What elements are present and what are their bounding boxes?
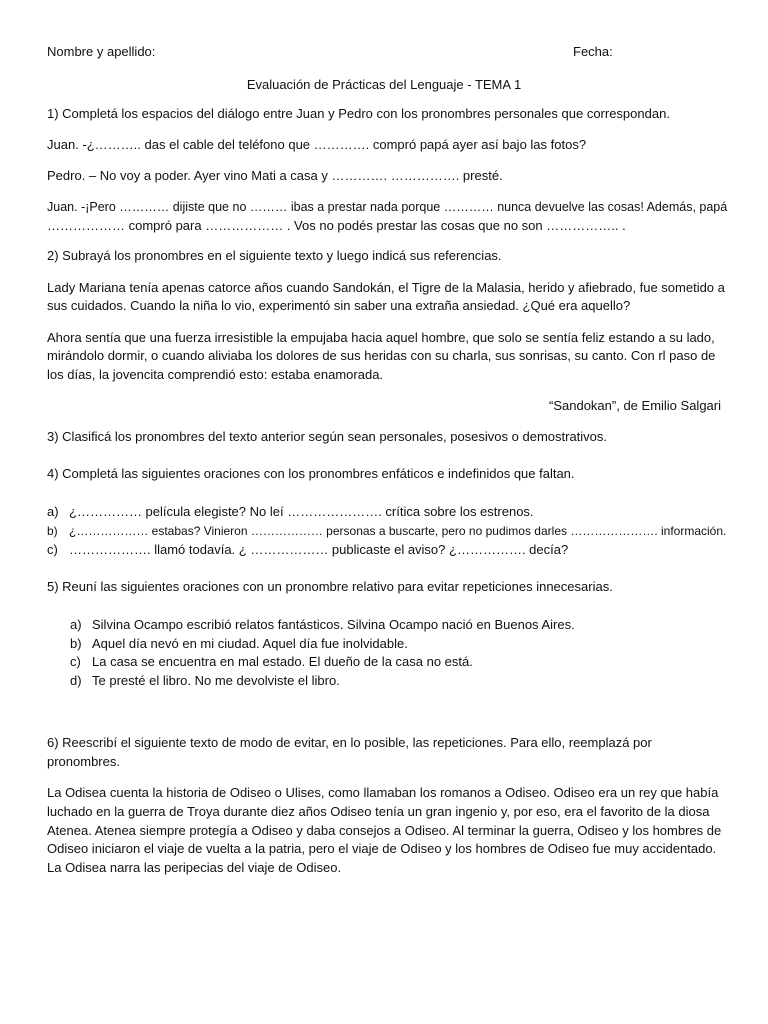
q3-prompt: 3) Clasificá los pronombres del texto anterior según sean personales, posesivos o demostrativos. [47, 429, 608, 444]
q1-dialog-juan-1: Juan. -¿……….. das el cable del teléfono que …………. compró papá ayer así bajo las fotos? [47, 137, 587, 152]
q5-item-marker: d) [70, 673, 82, 688]
q4-prompt: 4) Completá las siguientes oraciones con los pronombres enfáticos e indefinidos que faltan. [47, 466, 575, 481]
q4-item-marker: c) [47, 542, 58, 557]
q2-paragraph-1a: Lady Mariana tenía apenas catorce años cuando Sandokán, el Tigre de la Malasia, herido y afiebrado, fue sometido a [47, 280, 725, 295]
q2-paragraph-1b: sus cuidados. Cuando la niña lo vio, experimentó sin saber una extraña ansiedad. ¿Qué era aquello? [47, 298, 631, 313]
q6-text-line-1: La Odisea cuenta la historia de Odiseo o Ulises, como llamaban los romanos a Odiseo. Odiseo era un rey que había [47, 785, 719, 800]
q5-item-d [70, 673, 340, 689]
q5-item-marker: b) [70, 636, 82, 651]
q5-item-c [70, 654, 473, 670]
q6-text-line-3: Atenea. Atenea siempre protegía a Odiseo y daba consejos a Odiseo. Al terminar la guerra, Odiseo y los hombres de [47, 823, 722, 838]
q1-dialog-juan-2a: Juan. -¡Pero ………… dijiste que no ……… ibas a prestar nada porque ………… nunca devuelve las cosas! Además, papá [47, 200, 728, 214]
date-label: Fecha: [573, 44, 613, 59]
q2-prompt: 2) Subrayá los pronombres en el siguiente texto y luego indicá sus referencias. [47, 248, 502, 263]
q1-dialog-juan-2b: ……………… compró para ……………… . Vos no podés prestar las cosas que no son …………….. . [47, 218, 626, 233]
name-label: Nombre y apellido: [47, 44, 156, 59]
q4-item-text: ¿……………… estabas? Vinieron ……………… personas a buscarte, pero no pudimos darles …………………. información. [69, 524, 727, 538]
q6-text-line-4: Odiseo iniciaron el viaje de vuelta a la patria, pero el viaje de Odiseo y los hombres de Odiseo fue muy accidentado. [47, 841, 717, 856]
q4-item-c [47, 542, 568, 558]
page-title: Evaluación de Prácticas del Lenguaje - TEMA 1 [246, 77, 522, 92]
q4-item-text: ………………. llamó todavía. ¿ ……………… publicaste el aviso? ¿……………. decía? [69, 542, 569, 557]
q4-item-text: ¿…………… película elegiste? No leí …………………. crítica sobre los estrenos. [69, 504, 534, 519]
q5-prompt: 5) Reuní las siguientes oraciones con un pronombre relativo para evitar repeticiones innecesarias. [47, 579, 613, 594]
q5-item-text: Silvina Ocampo escribió relatos fantásticos. Silvina Ocampo nació en Buenos Aires. [92, 617, 575, 632]
q4-item-a [47, 504, 534, 520]
q4-item-marker: a) [47, 504, 59, 519]
q2-paragraph-2c: los días, la jovencita comprendió esto: estaba enamorada. [47, 367, 384, 382]
q6-prompt-b: pronombres. [47, 754, 120, 769]
q5-item-text: La casa se encuentra en mal estado. El dueño de la casa no está. [92, 654, 473, 669]
q5-item-text: Aquel día nevó en mi ciudad. Aquel día fue inolvidable. [92, 636, 408, 651]
q6-text-line-5: La Odisea narra las peripecias del viaje de Odiseo. [47, 860, 342, 875]
q1-prompt: 1) Completá los espacios del diálogo entre Juan y Pedro con los pronombres personales que correspondan. [47, 106, 670, 121]
q5-item-a [70, 617, 575, 633]
q6-prompt-a: 6) Reescribí el siguiente texto de modo de evitar, en lo posible, las repeticiones. Para ello, reemplazá por [47, 735, 652, 750]
q5-item-b [70, 636, 408, 652]
q6-text-line-2: luchado en la guerra de Troya durante diez años Odiseo tenía un gran ingenio y, por eso, era el favorito de la diosa [47, 804, 710, 819]
q5-item-text: Te presté el libro. No me devolviste el libro. [92, 673, 340, 688]
q2-source-citation: “Sandokan”, de Emilio Salgari [549, 398, 721, 413]
q2-paragraph-2a: Ahora sentía que una fuerza irresistible la empujaba hacia aquel hombre, que solo se sentía feliz estando a su lado, [47, 330, 715, 345]
q5-item-marker: c) [70, 654, 81, 669]
q5-item-marker: a) [70, 617, 82, 632]
q4-item-marker: b) [47, 524, 58, 538]
q4-item-b [47, 523, 726, 539]
q2-paragraph-2b: mirándolo dormir, o cuando aliviaba los dolores de sus heridas con su charla, sus sonrisas, su canto. Con rl paso de [47, 348, 716, 363]
q1-dialog-pedro: Pedro. – No voy a poder. Ayer vino Mati a casa y …………. ……………. presté. [47, 168, 503, 183]
